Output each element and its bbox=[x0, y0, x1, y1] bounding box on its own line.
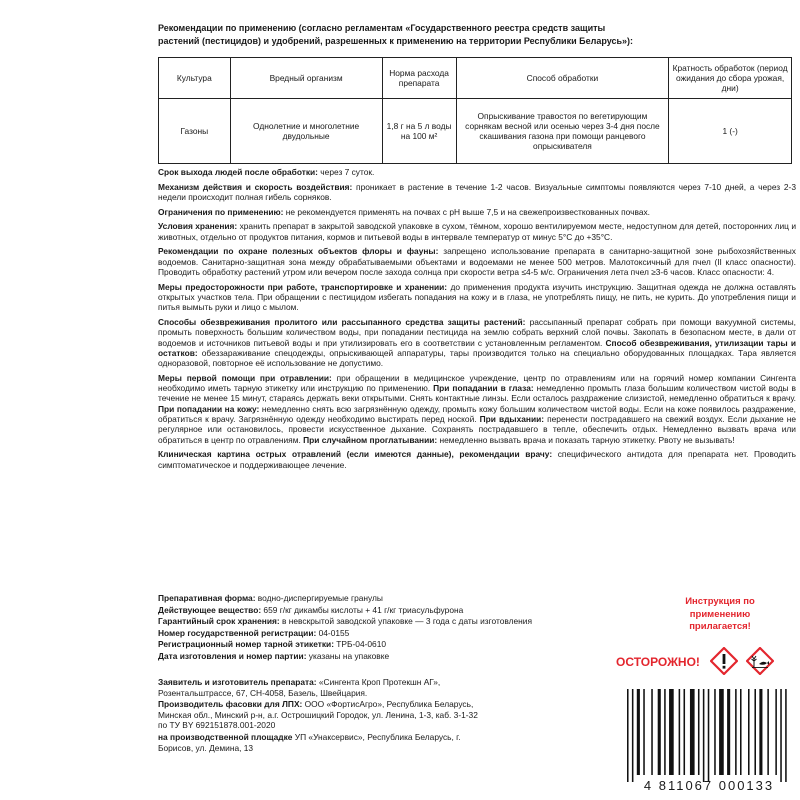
paragraph-first-aid: Меры первой помощи при отравлении: при обращении в медицинское учреждение, центр по отравлениям или на горячий номер компании Сингента необходимо иметь тарную этикетку или инструкцию по применению. При попадании в глаза: немедленно промыть глаза большим количеством чистой воды в течение не менее 15 минут, стараясь держать веки открытыми. Снять контактные линзы. Если осталось раздражение слизистой, немедленно обратиться к врачу. При попадании на кожу: немедленно снять всю загрязнённую одежду, промыть кожу большим количеством чистой воды. Если на коже появилось раздражение, обратиться к врачу. Загрязнённую одежду необходимо выстирать перед ноской. При вдыхании: перенести пострадавшего на свежий воздух. Если дыхание не регулярное или остановилось, провести искусственное дыхание. Сохранять пострадавшего в тепле, обеспечить отдых. Немедленно вызвать врача или обратиться в центр по отравлениям. При случайном проглатывании: немедленно вызвать врача и показать тарную этикетку. Рвоту не вызывать! bbox=[158, 372, 796, 445]
paragraph-precautions: Меры предосторожности при работе, транспортировке и хранении: до применения продукта изучить инструкцию. Защитная одежда не должна оставлять открытых участков тела. При обращении с пестицидом избегать попадания на кожу и в глаза, не употреблять пищу, не пить, не курить. До употребления пищи и питья вымыть руки и лицо с мылом. bbox=[158, 281, 797, 313]
barcode-bar bbox=[684, 689, 686, 775]
barcode-bar bbox=[727, 689, 730, 775]
table-header-row bbox=[159, 58, 792, 99]
caution-warning: ОСТОРОЖНО! bbox=[616, 655, 700, 669]
product-label bbox=[145, 0, 797, 800]
spec-registration-number: Номер государственной регистрации: 04-0155 bbox=[158, 627, 350, 638]
spec-batch: Дата изготовления и номер партии: указаны на упаковке bbox=[158, 650, 390, 661]
paragraph-clinical: Клиническая картина острых отравлений (если имеются данные), рекомендации врачу: специфического антидота для препарата нет. Проводить симптоматическое и поддерживающее лечение. bbox=[158, 449, 796, 470]
maker-site: на производственной площадке УП «Унаксервис», Республика Беларусь, г. Борисов, ул. Демина, 13 bbox=[158, 731, 461, 753]
col-header-pest: Вредный организм bbox=[230, 58, 382, 99]
intro-heading: Рекомендации по применению (согласно регламентам «Государственного реестра средств защиты растений (пестицидов) и удобрений, разрешенных к применению на территории Республики Беларусь»): bbox=[158, 23, 634, 46]
barcode-bar bbox=[708, 689, 710, 782]
barcode-bar bbox=[703, 689, 705, 782]
table-row bbox=[159, 99, 792, 164]
barcode-number: 4 811067 000133 bbox=[643, 778, 775, 793]
barcode-bar bbox=[664, 689, 666, 775]
barcode-bar bbox=[632, 689, 634, 782]
barcode-bar bbox=[714, 689, 716, 775]
barcode-bar bbox=[740, 689, 742, 775]
barcode-bar bbox=[637, 689, 640, 775]
barcode-bar bbox=[679, 689, 681, 775]
barcode-bar bbox=[627, 689, 629, 782]
maker-packer: Производитель фасовки для ЛПХ: ООО «ФортисАгро», Республика Беларусь, Минская обл., Минский р-н, а.г. Острошицкий Городок, ул. Ленина, 1-3, каб. 3-1-32 по ТУ BY 692151878.001-2020 bbox=[158, 699, 478, 731]
cell-frequency: 1 (-) bbox=[669, 99, 792, 164]
barcode-bar bbox=[775, 689, 777, 775]
maker-applicant: Заявитель и изготовитель препарата: «Сингента Кроп Протекшн АГ», Розентальштрассе, 67, CH-4058, Базель, Швейцария. bbox=[158, 677, 441, 698]
barcode-bar bbox=[719, 689, 724, 775]
product-specs bbox=[158, 593, 578, 663]
paragraph-restrictions: Ограничения по применению: не рекомендуется применять на почвах с pH выше 7,5 и на свежепроизвесткованных почвах. bbox=[158, 206, 650, 217]
col-header-frequency: Кратность обработок (период ожидания до сбора урожая, дни) bbox=[669, 58, 792, 99]
spec-shelf-life: Гарантийный срок хранения: в невскрытой заводской упаковке — 3 года с даты изготовления bbox=[158, 616, 532, 627]
barcode-bar bbox=[735, 689, 737, 775]
exclamation-hazard-icon bbox=[710, 647, 738, 675]
manufacturer-info bbox=[158, 677, 478, 754]
barcode-bar bbox=[785, 689, 787, 782]
barcode-bar bbox=[690, 689, 695, 775]
spec-active-substance: Действующее вещество: 659 г/кг дикамбы кислоты + 41 г/кг триасульфурона bbox=[158, 604, 464, 615]
cell-crop: Газоны bbox=[159, 99, 231, 164]
barcode-bar bbox=[759, 689, 762, 775]
cell-pest: Однолетние и многолетние двудольные bbox=[230, 99, 382, 164]
cell-rate: 1,8 г на 5 л воды на 100 м² bbox=[382, 99, 456, 164]
barcode-bar bbox=[658, 689, 661, 775]
cell-method: Опрыскивание травостоя по вегетирующим сорнякам весной или осенью через 3-4 дня после скашивания газона при помощи ранцевого опрыскивателя bbox=[456, 99, 669, 164]
instructions-body bbox=[158, 167, 796, 474]
col-header-method: Способ обработки bbox=[456, 58, 669, 99]
instruction-notice: Инструкция по применению прилагается! bbox=[685, 596, 755, 632]
environment-hazard-icon bbox=[746, 647, 774, 675]
col-header-rate: Норма расхода препарата bbox=[382, 58, 456, 99]
spec-label-number: Регистрационный номер тарной этикетки: ТРБ-04-0610 bbox=[158, 639, 387, 650]
paragraph-reentry: Срок выхода людей после обработки: через 7 суток. bbox=[158, 167, 375, 177]
paragraph-environment: Рекомендации по охране полезных объектов флоры и фауны: запрещено использование препарата в санитарно-защитной зоне рыбохозяйственных водоемов. Санитарно-защитная зона между обрабатываемыми объектами и водоемами не менее 500 метров. Малотоксичный для пчел (II класс опасности). Проводить обработку растений утром или вечером после захода солнца при скорости ветра ≤4-5 м/с. Ограничения лета пчел ≥3-6 часов. Класс опасности: 4. bbox=[158, 246, 796, 277]
barcode-bar bbox=[754, 689, 756, 775]
barcode bbox=[623, 689, 793, 784]
paragraph-storage: Условия хранения: хранить препарат в закрытой заводской упаковке в сухом, тёмном, хорошо вентилируемом месте, недоступном для детей, посторонних лиц и животных, отдельно от продуктов питания, кормов и питьевой воды в интервале температур от минус 5°C до +35°C. bbox=[158, 221, 796, 242]
barcode-bar bbox=[767, 689, 769, 775]
spec-form: Препаративная форма: водно-диспергируемые гранулы bbox=[158, 593, 383, 603]
barcode-bar bbox=[698, 689, 700, 775]
paragraph-mechanism: Механизм действия и скорость воздействия: проникает в растение в течение 1-2 часов. Визуальные симптомы появляются через 7-10 дней, а через 2-3 недели происходит полная гибель сорняков. bbox=[158, 181, 796, 202]
paragraph-spill: Способы обезвреживания пролитого или рассыпанного средства защиты растений: рассыпанный препарат собрать при помощи вакуумной системы, промыть поверхность большим количеством воды, при попадании пестицида на землю собрать верхний слой почвы. Закопать в безопасном месте, в дали от водоемов и источников питьевой воды и при утилизировать его в соответствии с установленным регламентом. Способ обезвреживания, утилизации тары и остатков: обеззараживание спецодежды, опрыскивающей аппаратуры, тары производится только на специально оборудованных площадках. Тара является одноразовой, повторное её использование не допустимо. bbox=[158, 316, 797, 369]
barcode-bar bbox=[780, 689, 782, 782]
col-header-crop: Культура bbox=[159, 58, 231, 99]
application-table bbox=[158, 57, 792, 164]
barcode-bar bbox=[643, 689, 645, 775]
barcode-bar bbox=[651, 689, 653, 775]
barcode-bar bbox=[748, 689, 750, 775]
barcode-bar bbox=[669, 689, 674, 775]
